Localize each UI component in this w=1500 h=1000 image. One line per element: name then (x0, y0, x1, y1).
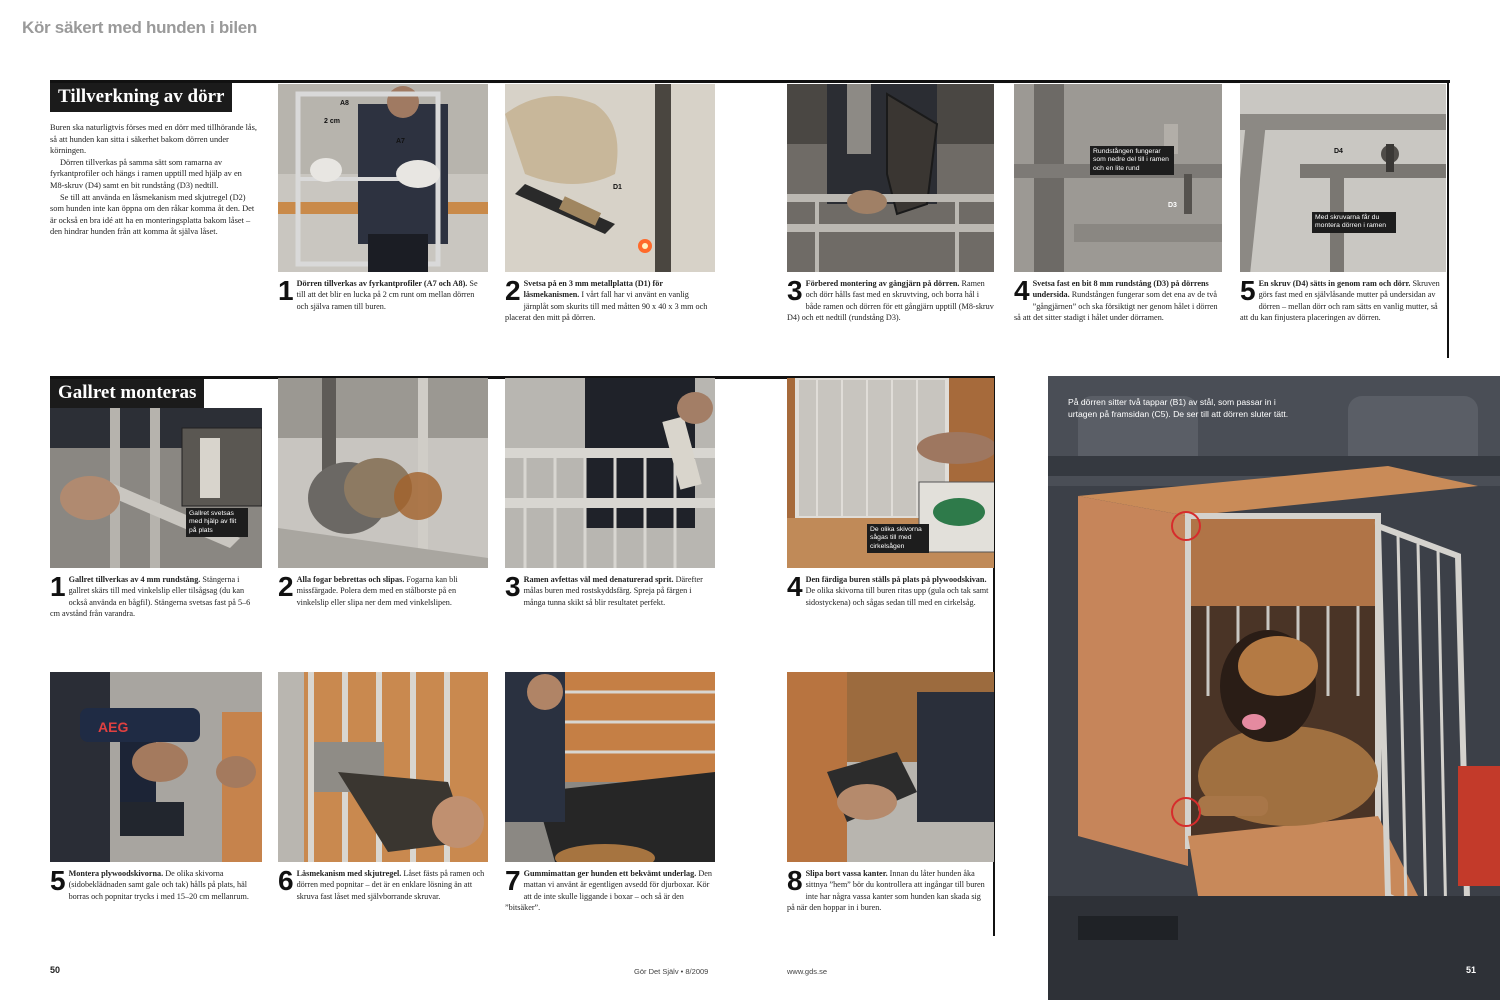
step-text: Skruven görs fast med en självlåsande mutter på undersidan av dörren – mellan dörr och ram sätts en vanlig mutter, så att du kan finjustera placeringen av dörren. (1240, 279, 1440, 323)
top-rule-section1 (50, 80, 1450, 83)
step-heading: Ramen avfettas väl med denaturerad sprit. (523, 575, 674, 584)
vertical-rule-section1 (1447, 80, 1449, 358)
dimension-label: A8 (340, 100, 349, 107)
photo-annotation: Gallret svetsas med hjälp av flit på plats (186, 508, 248, 537)
step-caption (505, 571, 715, 608)
step-number: 1 (278, 275, 294, 306)
step-heading: Alla fogar bebrettas och slipas. (296, 575, 405, 584)
photo-annotation: Rundstången fungerar som nedre del till i ramen och en lite rund (1090, 146, 1174, 175)
photo-screw-door (1240, 84, 1446, 272)
step-number: 5 (50, 865, 66, 896)
page-number-left: 50 (50, 965, 61, 975)
step-text: I vårt fall har vi använt en vanlig järnplåt som skurits till med måtten 90 x 40 x 3 mm och placerat den mitt på dörren. (505, 290, 708, 323)
part-label: D1 (613, 184, 622, 191)
step-number: 2 (505, 275, 521, 306)
photo-grinding (278, 378, 488, 568)
photo-rubber-mat (505, 672, 715, 862)
step-number: 3 (787, 275, 803, 306)
photo-grille-rods (50, 408, 262, 568)
step-number: 3 (505, 571, 521, 602)
intro-paragraph: Dörren tillverkas på samma sätt som ramarna av fyrkantprofiler och hängs i ramen upptill med hjälp av en M8-skruv (D4) samt en bit rundstång (D3) nedtill. (50, 157, 242, 190)
step-number: 6 (278, 865, 294, 896)
photo-annotation: Med skruvarna får du montera dörren i ramen (1312, 212, 1396, 233)
photo-hinge-prep (787, 84, 994, 272)
step-number: 2 (278, 571, 294, 602)
footer-issue: Gör Det Själv • 8/2009 (634, 967, 709, 976)
photo-cage-on-plywood (787, 378, 994, 568)
step-caption (50, 865, 262, 902)
step-caption (787, 865, 989, 914)
step-heading: Montera plywoodskivorna. (68, 869, 164, 878)
part-label: D3 (1168, 202, 1177, 209)
step-text: Fogarna kan bli missfärgade. Polera dem med en stålborste på en vinkelslip eller slipa ner dem med vinkelslipen. (296, 575, 458, 607)
step-caption (787, 275, 994, 324)
step-caption (787, 571, 989, 608)
step-heading: Dörren tillverkas av fyrkantprofiler (A7 och A8). (296, 279, 468, 288)
section-title-door: Tillverkning av dörr (50, 83, 232, 112)
photo-spray-paint (505, 378, 715, 568)
photo-dog-in-cage (1048, 376, 1500, 1000)
step-text: Rundstången fungerar som det ena av de två ”gångjärnen” och ska försiktigt ner genom hålet i dörren så att det sitter stadigt i hålet under dörramen. (1014, 290, 1218, 323)
step-caption (505, 275, 715, 324)
photo-door-frame (278, 84, 488, 272)
step-text: Innan du låter hunden åka sittnya ”hem” bör du kontrollera att ingångar till buren inte har några vassa kanter som hunden kan skada sig på när den hoppar in i buren. (787, 869, 985, 913)
step-text: Stängerna i gallret skärs till med vinkelslip eller tilsågsag (du kan också använda en bågfil). Stängerna svetsas fast på 5–6 cm avstånd från varandra. (50, 575, 251, 619)
intro-paragraph: Buren ska naturligtvis förses med en dörr med tillhörande lås, så att hunden kan sitta i säkerhet bakom dörren under körningen. (50, 123, 257, 156)
step-caption (278, 275, 488, 312)
dimension-label: A7 (396, 138, 405, 145)
part-label: D4 (1334, 148, 1343, 155)
step-heading: Förbered montering av gångjärn på dörren. (805, 279, 960, 288)
step-heading: Svetsa fast en bit 8 mm rundstång (D3) på dörrens undersida. (1032, 279, 1209, 300)
step-caption (50, 571, 262, 620)
step-caption (1240, 275, 1440, 324)
step-number: 7 (505, 865, 521, 896)
step-text: Se till att det blir en lucka på 2 cm runt om mellan dörren och själva ramen till buren. (296, 279, 478, 311)
photo-sanding-edges (787, 672, 994, 862)
section1-intro (50, 122, 258, 238)
step-number: 4 (787, 571, 803, 602)
step-text: Låset fästs på ramen och dörren med popnitar – det är en enklare lösning än att skruva fast låset med självborrande skruvar. (296, 869, 485, 901)
step-number: 5 (1240, 275, 1256, 306)
step-text: Den mattan vi använt är egentligen avsedd för djurboxar. Kör att de inte skulle liggande i boxar – och så är den ”bitsäker”. (505, 869, 712, 913)
svg-text:AEG: AEG (98, 719, 129, 735)
step-number: 8 (787, 865, 803, 896)
step-text: Därefter målas buren med rostskyddsfärg. Spreja på färgen i många tunna skikt så blir resultatet perfekt. (523, 575, 703, 607)
step-caption (505, 865, 715, 914)
step-heading: Svetsa på en 3 mm metallplatta (D1) för låsmekanismen. (523, 279, 663, 300)
step-text: De olika skivorna till buren ritas upp (gula och tak samt sidostyckena) och sågas sedan till med en cirkelsåg. (805, 586, 989, 607)
step-caption (1014, 275, 1222, 324)
photo-caption-overlay: På dörren sitter två tappar (B1) av stål, som passar in i urtagen på framsidan (C5). De ser till att dörren sluter tätt. (1068, 397, 1289, 419)
step-number: 4 (1014, 275, 1030, 306)
intro-paragraph: Se till att använda en låsmekanism med skjutregel (D2) som hunden inte kan öppna om den råkar komma åt den. Det är också en bra idé att ha en monteringsplatta bakom låset – den hindrar hunden från att komma åt själva låset. (50, 192, 255, 237)
photo-drilling-plywood (50, 672, 262, 862)
photo-welding-plate (505, 84, 715, 272)
photo-lock-mechanism (278, 672, 488, 862)
step-heading: En skruv (D4) sätts in genom ram och dörr. (1258, 279, 1411, 288)
step-caption (278, 865, 488, 902)
step-number: 1 (50, 571, 66, 602)
footer-url: www.gds.se (787, 967, 828, 976)
step-caption (278, 571, 488, 608)
step-heading: Slipa bort vassa kanter. (805, 869, 888, 878)
step-text: Ramen och dörr hålls fast med en skruvtving, och borra hål i både ramen och dörren för ett gångjärn upptill (M8-skruv D4) och ett nedtill (rundstång D3). (787, 279, 994, 323)
step-text: De olika skivorna (sidobeklädnaden samt gale och tak) hålls på plats, häl borras och popnitar trycks i med 15–20 cm mellanrum. (68, 869, 249, 901)
dimension-label: 2 cm (324, 118, 340, 125)
photo-annotation: De olika skivorna sågas till med cirkelsågen (867, 524, 929, 553)
step-heading: Den färdiga buren ställs på plats på plywoodskivan. (805, 575, 987, 584)
step-heading: Gummimattan ger hunden ett bekvämt underlag. (523, 869, 697, 878)
step-heading: Låsmekanism med skjutregel. (296, 869, 402, 878)
section-title-grille: Gallret monteras (50, 379, 204, 408)
photo-round-rod (1014, 84, 1222, 272)
page-number-right: 51 (1466, 965, 1477, 975)
running-title: Kör säkert med hunden i bilen (22, 18, 258, 37)
step-heading: Gallret tillverkas av 4 mm rundstång. (68, 575, 201, 584)
